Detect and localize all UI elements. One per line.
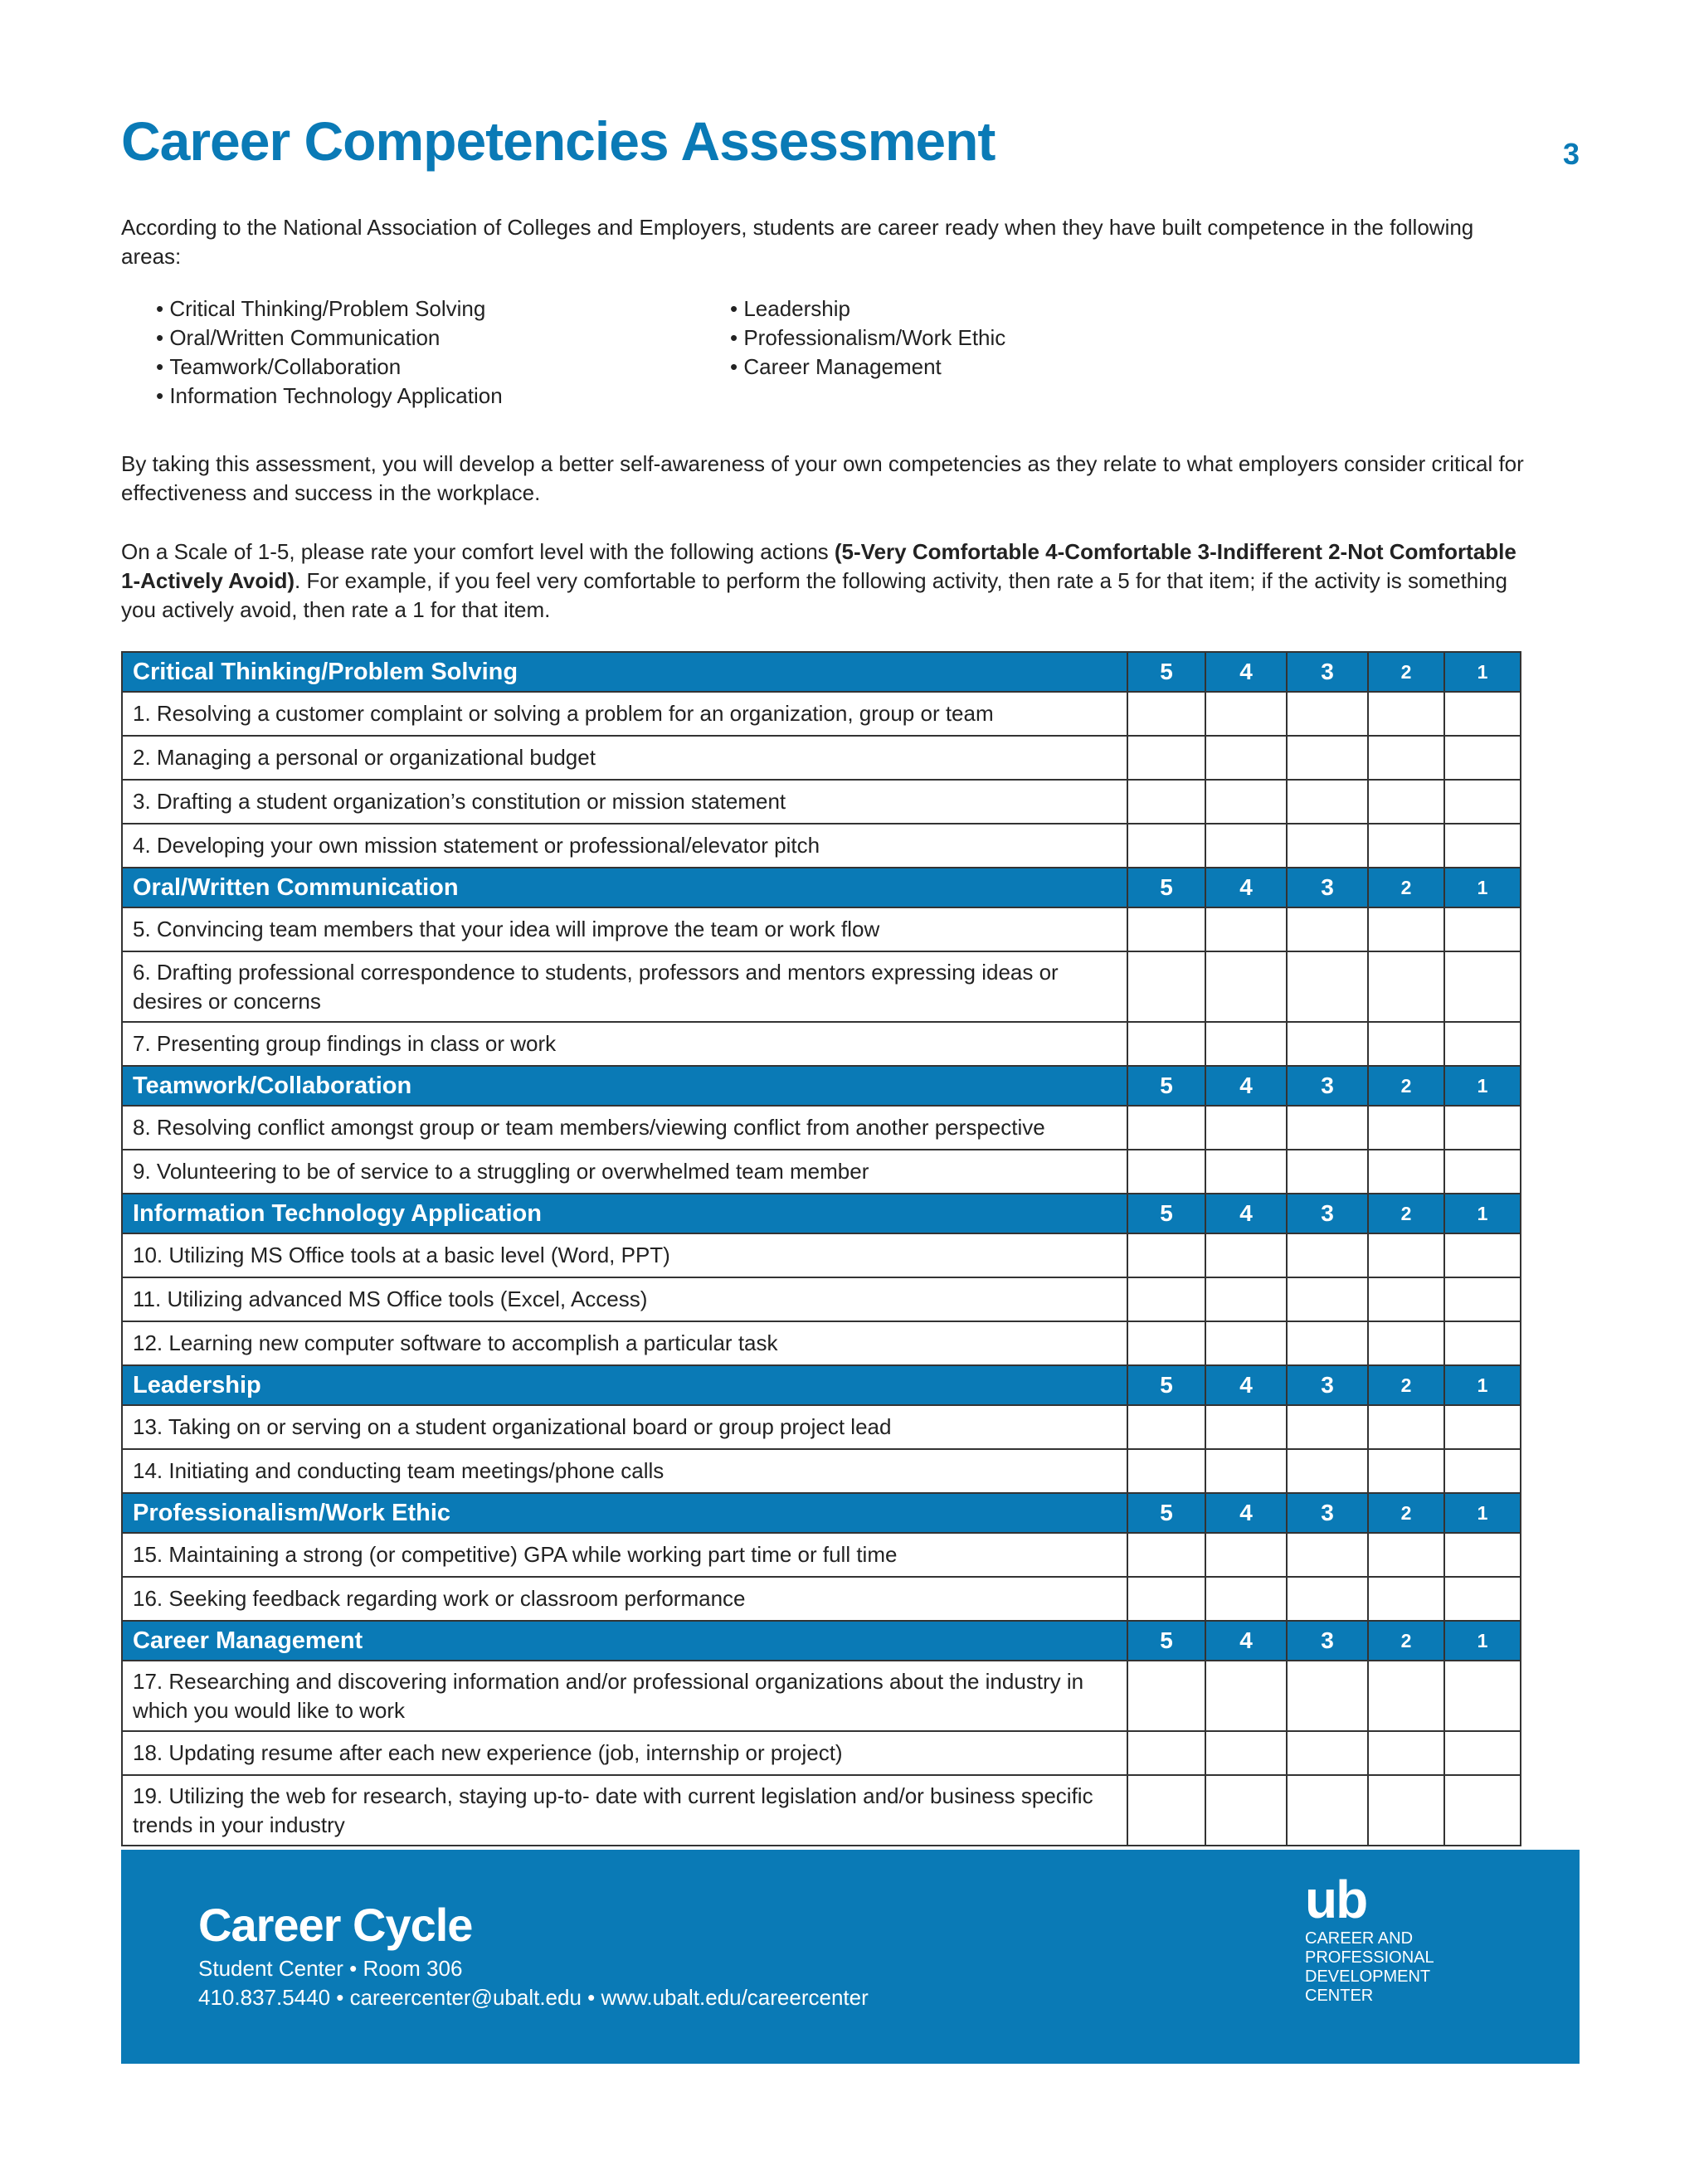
rating-cell-3[interactable] — [1287, 736, 1368, 780]
footer-contact: 410.837.5440 • careercenter@ubalt.edu • www.ubalt.edu/careercenter — [198, 1985, 869, 2010]
rating-label: 2 — [1368, 1066, 1444, 1106]
rating-cell-5[interactable] — [1127, 824, 1205, 868]
page-title: Career Competencies Assessment — [121, 110, 996, 172]
assessment-item-text: 9. Volunteering to be of service to a struggling or overwhelmed team member — [122, 1150, 1127, 1194]
rating-cell-1[interactable] — [1444, 824, 1521, 868]
rating-cell-3[interactable] — [1287, 824, 1368, 868]
assessment-item-row — [122, 736, 1521, 780]
assessment-item-row — [122, 1277, 1521, 1321]
rating-cell-2[interactable] — [1368, 1277, 1444, 1321]
rating-cell-2[interactable] — [1368, 1022, 1444, 1066]
rating-cell-3[interactable] — [1287, 1106, 1368, 1150]
rating-label: 3 — [1287, 1194, 1368, 1233]
intro-paragraph: According to the National Association of Colleges and Employers, students are career ready when they have built competence in the following areas: — [121, 215, 1474, 269]
rating-cell-1[interactable] — [1444, 1106, 1521, 1150]
assessment-item-text: 8. Resolving conflict amongst group or team members/viewing conflict from another perspective — [122, 1106, 1127, 1150]
rating-label: 2 — [1368, 1493, 1444, 1533]
rating-cell-3[interactable] — [1287, 692, 1368, 736]
rating-cell-3[interactable] — [1287, 1533, 1368, 1577]
rating-cell-4[interactable] — [1205, 1533, 1287, 1577]
section-header-row — [122, 1493, 1521, 1533]
assessment-item-text: 7. Presenting group findings in class or work — [122, 1022, 1127, 1066]
rating-cell-5[interactable] — [1127, 1775, 1205, 1846]
scale-lead: On a Scale of 1-5, please rate your comfort level with the following actions — [121, 539, 835, 564]
rating-cell-3[interactable] — [1287, 1661, 1368, 1731]
rating-cell-5[interactable] — [1127, 692, 1205, 736]
logo-line: CAREER AND — [1305, 1929, 1414, 1948]
rating-cell-5[interactable] — [1127, 907, 1205, 951]
rating-cell-4[interactable] — [1205, 736, 1287, 780]
rating-cell-3[interactable] — [1287, 1022, 1368, 1066]
competency-list — [156, 294, 1234, 411]
rating-label: 5 — [1127, 868, 1205, 907]
assessment-item-text: 4. Developing your own mission statement or professional/elevator pitch — [122, 824, 1127, 868]
rating-cell-1[interactable] — [1444, 951, 1521, 1022]
assessment-item-text: 11. Utilizing advanced MS Office tools (Excel, Access) — [122, 1277, 1127, 1321]
rating-cell-4[interactable] — [1205, 1321, 1287, 1365]
rating-cell-5[interactable] — [1127, 951, 1205, 1022]
rating-label: 4 — [1205, 1066, 1287, 1106]
scale-rest: . For example, if you feel very comfortable to perform the following activity, then rate a 5 for that item; if the activity is something you actively avoid, then rate a 1 for that item. — [121, 568, 1507, 622]
rating-cell-4[interactable] — [1205, 1775, 1287, 1846]
section-title: Professionalism/Work Ethic — [122, 1493, 1127, 1533]
rating-cell-1[interactable] — [1444, 1405, 1521, 1449]
rating-cell-3[interactable] — [1287, 780, 1368, 824]
rating-cell-3[interactable] — [1287, 951, 1368, 1022]
rating-cell-2[interactable] — [1368, 780, 1444, 824]
rating-cell-1[interactable] — [1444, 736, 1521, 780]
competency-list-item: • Leadership — [730, 294, 1228, 323]
ub-logo: ub — [1305, 1870, 1367, 1929]
rating-cell-2[interactable] — [1368, 1533, 1444, 1577]
rating-label: 5 — [1127, 652, 1205, 692]
assessment-item-row — [122, 1533, 1521, 1577]
logo-line: DEVELOPMENT — [1305, 1968, 1431, 1986]
rating-label: 4 — [1205, 1493, 1287, 1533]
assessment-item-row — [122, 1577, 1521, 1621]
scale-legend: (5-Very Comfortable 4-Comfortable 3-Indifferent 2-Not Comfortable 1-Actively Avoid) — [121, 539, 1516, 593]
assessment-table — [121, 651, 1521, 1846]
competency-list-item: • Oral/Written Communication — [156, 323, 730, 353]
rating-cell-2[interactable] — [1368, 692, 1444, 736]
assessment-item-text: 10. Utilizing MS Office tools at a basic level (Word, PPT) — [122, 1233, 1127, 1277]
rating-cell-2[interactable] — [1368, 1321, 1444, 1365]
section-title: Information Technology Application — [122, 1194, 1127, 1233]
rating-cell-3[interactable] — [1287, 1233, 1368, 1277]
rating-cell-5[interactable] — [1127, 1106, 1205, 1150]
rating-cell-1[interactable] — [1444, 1449, 1521, 1493]
rating-cell-5[interactable] — [1127, 1233, 1205, 1277]
rating-cell-1[interactable] — [1444, 1150, 1521, 1194]
rating-cell-1[interactable] — [1444, 1661, 1521, 1731]
assessment-item-text: 16. Seeking feedback regarding work or classroom performance — [122, 1577, 1127, 1621]
rating-cell-1[interactable] — [1444, 1277, 1521, 1321]
assessment-item-row — [122, 1405, 1521, 1449]
rating-cell-5[interactable] — [1127, 1577, 1205, 1621]
section-title: Critical Thinking/Problem Solving — [122, 652, 1127, 692]
rating-cell-5[interactable] — [1127, 1022, 1205, 1066]
rating-cell-5[interactable] — [1127, 1277, 1205, 1321]
rating-cell-3[interactable] — [1287, 1150, 1368, 1194]
rating-label: 4 — [1205, 868, 1287, 907]
rating-cell-2[interactable] — [1368, 1150, 1444, 1194]
rating-cell-2[interactable] — [1368, 824, 1444, 868]
rating-cell-4[interactable] — [1205, 907, 1287, 951]
assessment-item-text: 14. Initiating and conducting team meetings/phone calls — [122, 1449, 1127, 1493]
assessment-item-text: 1. Resolving a customer complaint or solving a problem for an organization, group or team — [122, 692, 1127, 736]
section-title: Career Management — [122, 1621, 1127, 1661]
competency-list-item: • Critical Thinking/Problem Solving — [156, 294, 730, 323]
rating-cell-4[interactable] — [1205, 1731, 1287, 1775]
rating-cell-2[interactable] — [1368, 1775, 1444, 1846]
rating-cell-4[interactable] — [1205, 951, 1287, 1022]
rating-cell-5[interactable] — [1127, 780, 1205, 824]
rating-label: 5 — [1127, 1365, 1205, 1405]
rating-cell-4[interactable] — [1205, 1277, 1287, 1321]
rating-cell-5[interactable] — [1127, 1321, 1205, 1365]
rating-cell-3[interactable] — [1287, 1321, 1368, 1365]
rating-cell-5[interactable] — [1127, 1731, 1205, 1775]
rating-cell-1[interactable] — [1444, 1233, 1521, 1277]
assessment-item-text: 15. Maintaining a strong (or competitive) GPA while working part time or full time — [122, 1533, 1127, 1577]
rating-label: 5 — [1127, 1066, 1205, 1106]
competency-list-item: • Career Management — [730, 353, 1228, 382]
assessment-item-row — [122, 1022, 1521, 1066]
assessment-item-row — [122, 1233, 1521, 1277]
rating-label: 1 — [1444, 868, 1521, 907]
rating-cell-1[interactable] — [1444, 1577, 1521, 1621]
rating-cell-5[interactable] — [1127, 1661, 1205, 1731]
rating-cell-2[interactable] — [1368, 1449, 1444, 1493]
rating-label: 5 — [1127, 1194, 1205, 1233]
rating-label: 2 — [1368, 652, 1444, 692]
section-title: Oral/Written Communication — [122, 868, 1127, 907]
rating-cell-3[interactable] — [1287, 1405, 1368, 1449]
assessment-item-row — [122, 951, 1521, 1022]
assessment-item-row — [122, 1106, 1521, 1150]
assessment-item-row — [122, 1321, 1521, 1365]
logo-line: PROFESSIONAL — [1305, 1948, 1434, 1967]
footer-location: Student Center • Room 306 — [198, 1956, 463, 1981]
rating-cell-1[interactable] — [1444, 1533, 1521, 1577]
rating-label: 5 — [1127, 1493, 1205, 1533]
rating-cell-5[interactable] — [1127, 1533, 1205, 1577]
rating-cell-1[interactable] — [1444, 1022, 1521, 1066]
assessment-item-row — [122, 1775, 1521, 1846]
rating-label: 4 — [1205, 1365, 1287, 1405]
assessment-item-text: 18. Updating resume after each new experience (job, internship or project) — [122, 1731, 1127, 1775]
rating-cell-4[interactable] — [1205, 1661, 1287, 1731]
rating-label: 1 — [1444, 1194, 1521, 1233]
rating-cell-2[interactable] — [1368, 907, 1444, 951]
competency-list-item: • Teamwork/Collaboration — [156, 353, 730, 382]
section-title: Teamwork/Collaboration — [122, 1066, 1127, 1106]
rating-label: 2 — [1368, 1194, 1444, 1233]
rating-label: 1 — [1444, 652, 1521, 692]
assessment-item-text: 3. Drafting a student organization’s constitution or mission statement — [122, 780, 1127, 824]
assessment-item-text: 2. Managing a personal or organizational budget — [122, 736, 1127, 780]
rating-cell-4[interactable] — [1205, 1405, 1287, 1449]
rating-label: 4 — [1205, 1194, 1287, 1233]
assessment-item-text: 5. Convincing team members that your idea will improve the team or work flow — [122, 907, 1127, 951]
assessment-item-row — [122, 907, 1521, 951]
rating-cell-1[interactable] — [1444, 692, 1521, 736]
assessment-item-text: 12. Learning new computer software to accomplish a particular task — [122, 1321, 1127, 1365]
assessment-item-row — [122, 780, 1521, 824]
rating-label: 3 — [1287, 1365, 1368, 1405]
assessment-item-text: 13. Taking on or serving on a student organizational board or group project lead — [122, 1405, 1127, 1449]
rating-cell-1[interactable] — [1444, 1775, 1521, 1846]
rating-cell-5[interactable] — [1127, 1449, 1205, 1493]
rating-label: 4 — [1205, 1621, 1287, 1661]
rating-label: 1 — [1444, 1621, 1521, 1661]
section-header-row — [122, 1621, 1521, 1661]
rating-cell-2[interactable] — [1368, 1661, 1444, 1731]
rating-cell-3[interactable] — [1287, 907, 1368, 951]
assessment-item-text: 6. Drafting professional correspondence to students, professors and mentors expressing ideas or desires or concerns — [122, 951, 1127, 1022]
rating-label: 1 — [1444, 1365, 1521, 1405]
rating-cell-5[interactable] — [1127, 736, 1205, 780]
rating-cell-5[interactable] — [1127, 1150, 1205, 1194]
rating-label: 5 — [1127, 1621, 1205, 1661]
assessment-item-row — [122, 1449, 1521, 1493]
logo-line: CENTER — [1305, 1987, 1374, 2005]
rating-label: 1 — [1444, 1493, 1521, 1533]
rating-cell-2[interactable] — [1368, 1405, 1444, 1449]
rating-label: 4 — [1205, 652, 1287, 692]
rating-cell-1[interactable] — [1444, 780, 1521, 824]
rating-cell-3[interactable] — [1287, 1731, 1368, 1775]
rating-cell-1[interactable] — [1444, 1731, 1521, 1775]
section-header-row — [122, 1365, 1521, 1405]
rating-label: 2 — [1368, 1621, 1444, 1661]
rating-cell-5[interactable] — [1127, 1405, 1205, 1449]
section-header-row — [122, 1066, 1521, 1106]
section-header-row — [122, 652, 1521, 692]
rating-cell-2[interactable] — [1368, 951, 1444, 1022]
rating-label: 3 — [1287, 1493, 1368, 1533]
assessment-item-text: 17. Researching and discovering information and/or professional organizations about the industry in which you would like to work — [122, 1661, 1127, 1731]
rating-cell-2[interactable] — [1368, 1577, 1444, 1621]
assessment-item-row — [122, 692, 1521, 736]
assessment-item-row — [122, 824, 1521, 868]
rating-cell-4[interactable] — [1205, 1233, 1287, 1277]
assessment-item-row — [122, 1731, 1521, 1775]
rating-label: 3 — [1287, 652, 1368, 692]
rating-label: 2 — [1368, 1365, 1444, 1405]
rating-cell-3[interactable] — [1287, 1277, 1368, 1321]
rating-label: 1 — [1444, 1066, 1521, 1106]
rating-cell-3[interactable] — [1287, 1449, 1368, 1493]
rating-cell-4[interactable] — [1205, 1449, 1287, 1493]
section-header-row — [122, 1194, 1521, 1233]
rating-cell-4[interactable] — [1205, 824, 1287, 868]
rating-cell-4[interactable] — [1205, 780, 1287, 824]
assessment-item-text: 19. Utilizing the web for research, staying up-to- date with current legislation and/or business specific trends in your industry — [122, 1775, 1127, 1846]
competency-list-item: • Information Technology Application — [156, 382, 730, 411]
section-header-row — [122, 868, 1521, 907]
rating-label: 3 — [1287, 868, 1368, 907]
rating-cell-3[interactable] — [1287, 1775, 1368, 1846]
rating-cell-3[interactable] — [1287, 1577, 1368, 1621]
rating-cell-1[interactable] — [1444, 907, 1521, 951]
rating-cell-2[interactable] — [1368, 1106, 1444, 1150]
awareness-paragraph: By taking this assessment, you will develop a better self-awareness of your own competencies as they relate to what employers consider critical for effectiveness and success in the workplace. — [121, 451, 1524, 505]
rating-cell-2[interactable] — [1368, 736, 1444, 780]
rating-cell-1[interactable] — [1444, 1321, 1521, 1365]
rating-cell-4[interactable] — [1205, 1150, 1287, 1194]
footer-title: Career Cycle — [198, 1899, 473, 1951]
rating-cell-4[interactable] — [1205, 1577, 1287, 1621]
logo-text — [1305, 1929, 1471, 2006]
rating-label: 2 — [1368, 868, 1444, 907]
assessment-item-row — [122, 1661, 1521, 1731]
rating-cell-4[interactable] — [1205, 1106, 1287, 1150]
rating-cell-4[interactable] — [1205, 1022, 1287, 1066]
rating-cell-4[interactable] — [1205, 692, 1287, 736]
section-title: Leadership — [122, 1365, 1127, 1405]
footer-banner — [121, 1850, 1580, 2064]
rating-label: 3 — [1287, 1066, 1368, 1106]
rating-cell-2[interactable] — [1368, 1731, 1444, 1775]
assessment-item-row — [122, 1150, 1521, 1194]
rating-cell-2[interactable] — [1368, 1233, 1444, 1277]
scale-instructions — [121, 537, 1531, 625]
rating-label: 3 — [1287, 1621, 1368, 1661]
competency-list-item: • Professionalism/Work Ethic — [730, 323, 1228, 353]
page-number: 3 — [1562, 137, 1580, 171]
